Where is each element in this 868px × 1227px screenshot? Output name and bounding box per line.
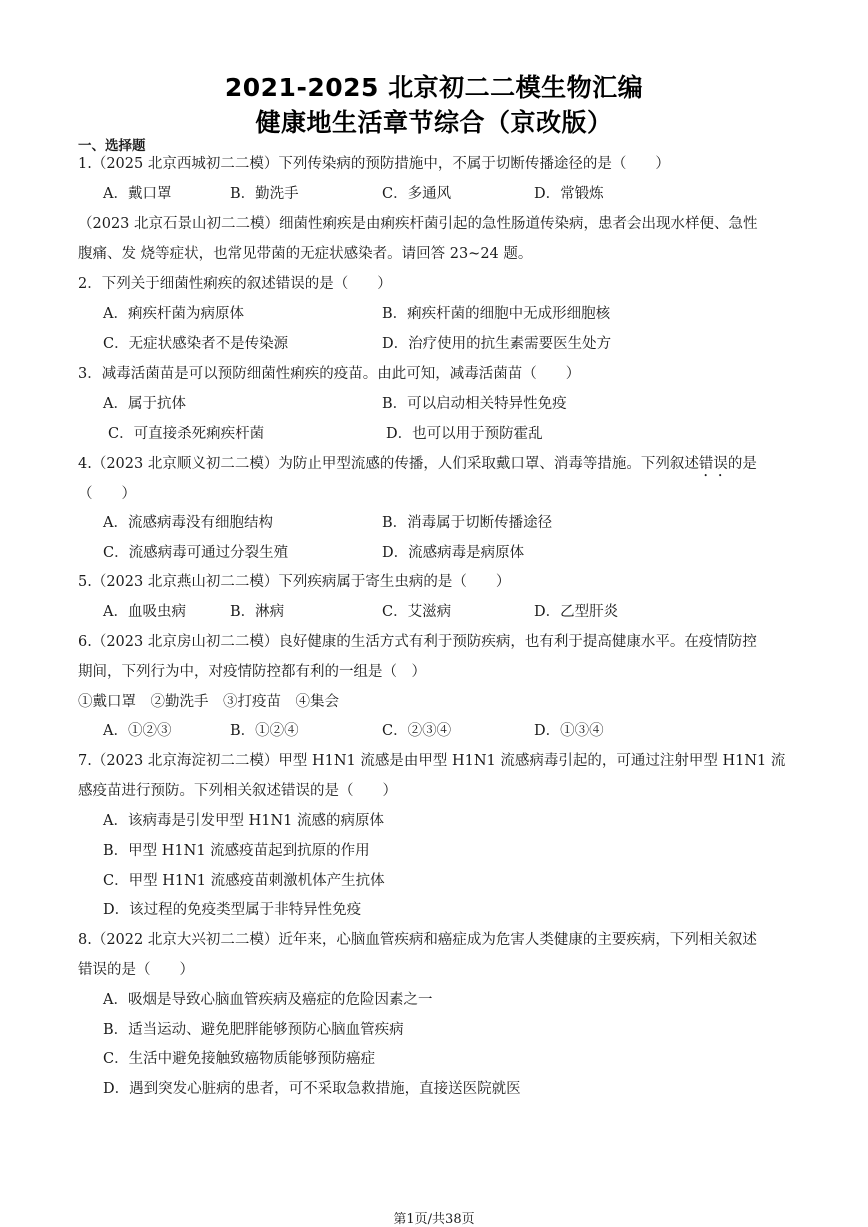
q3-option-d: D．也可以用于预防霍乱 (386, 426, 543, 442)
q6-stem-line2: 期间，下列行为中，对疫情防控都有利的一组是（ ） (78, 664, 426, 680)
q8-option-c: C．生活中避免接触致癌物质能够预防癌症 (103, 1051, 376, 1067)
q2-option-c: C．无症状感染者不是传染源 (103, 336, 289, 352)
q8-option-a: A．吸烟是导致心脑血管疾病及癌症的危险因素之一 (103, 992, 433, 1008)
q2-option-b: B．痢疾杆菌的细胞中无成形细胞核 (382, 306, 611, 322)
q4-stem-emphasis: 错误 (698, 456, 728, 472)
q8-option-d: D．遇到突发心脏病的患者，可不采取急救措施，直接送医院就医 (103, 1081, 521, 1097)
q4-stem-part-b: 的是 (727, 456, 757, 472)
q5-option-c: C．艾滋病 (382, 604, 452, 620)
q3-stem: 3．减毒活菌苗是可以预防细菌性痢疾的疫苗。由此可知，减毒活菌苗（ ） (78, 366, 581, 382)
q5-option-b: B．淋病 (230, 604, 285, 620)
q1-stem: 1.（2025 北京西城初二二模）下列传染病的预防措施中，不属于切断传播途径的是（ ） (78, 156, 670, 172)
passage-line2: 腹痛、发 烧等症状，也常见带菌的无症状感染者。请回答 23~24 题。 (78, 246, 533, 262)
q6-stem-line1: 6.（2023 北京房山初二二模）良好健康的生活方式有利于预防疾病，也有利于提高健康水平。在疫情防控 (78, 634, 757, 650)
q7-stem-line2: 感疫苗进行预防。下列相关叙述错误的是（ ） (78, 783, 397, 799)
q2-option-a: A．痢疾杆菌为病原体 (103, 306, 244, 322)
q4-stem (78, 455, 757, 480)
q5-stem: 5.（2023 北京燕山初二二模）下列疾病属于寄生虫病的是（ ） (78, 574, 511, 590)
q2-stem: 2．下列关于细菌性痢疾的叙述错误的是（ ） (78, 276, 392, 292)
q1-option-d: D．常锻炼 (534, 186, 604, 202)
q7-stem-line1: 7.（2023 北京海淀初二二模）甲型 H1N1 流感是由甲型 H1N1 流感病毒引起的，可通过注射甲型 H1N1 流 (78, 753, 786, 769)
q6-option-d: D．①③④ (534, 723, 604, 739)
q7-option-c: C．甲型 H1N1 流感疫苗刺激机体产生抗体 (103, 873, 385, 889)
q3-option-c: C．可直接杀死痢疾杆菌 (108, 426, 265, 442)
q1-option-a: A．戴口罩 (103, 186, 172, 202)
q6-items: ①戴口罩 ②勤洗手 ③打疫苗 ④集会 (78, 694, 339, 710)
q3-option-b: B．可以启动相关特异性免疫 (382, 396, 567, 412)
q8-stem-line2: 错误的是（ ） (78, 962, 194, 978)
q4-option-c: C．流感病毒可通过分裂生殖 (103, 545, 289, 561)
q4-stem-part-a: 4.（2023 北京顺义初二二模）为防止甲型流感的传播，人们采取戴口罩、消毒等措施。下列叙述 (78, 456, 699, 472)
document-title-line2: 健康地生活章节综合（京改版） (255, 108, 613, 137)
q8-stem-line1: 8.（2022 北京大兴初二二模）近年来，心脑血管疾病和癌症成为危害人类健康的主要疾病，下列相关叙述 (78, 932, 757, 948)
q6-option-b: B．①②④ (230, 723, 299, 739)
document-title-line1: 2021-2025 北京初二二模生物汇编 (224, 73, 644, 102)
q6-option-a: A．①②③ (103, 723, 172, 739)
q4-stem-cont: （ ） (78, 486, 136, 502)
q1-option-b: B．勤洗手 (230, 186, 299, 202)
q3-option-a: A．属于抗体 (103, 396, 186, 412)
q7-option-a: A．该病毒是引发甲型 H1N1 流感的病原体 (103, 813, 384, 829)
q5-option-d: D．乙型肝炎 (534, 604, 619, 620)
q5-option-a: A．血吸虫病 (103, 604, 186, 620)
q4-option-b: B．消毒属于切断传播途径 (382, 515, 553, 531)
page-number-footer: 第1页/共38页 (393, 1212, 475, 1227)
q2-option-d: D．治疗使用的抗生素需要医生处方 (382, 336, 612, 352)
q4-option-d: D．流感病毒是病原体 (382, 545, 525, 561)
passage-line1: （2023 北京石景山初二二模）细菌性痢疾是由痢疾杆菌引起的急性肠道传染病，患者会出现水样便、急性 (78, 216, 758, 232)
q6-option-c: C．②③④ (382, 723, 452, 739)
q1-option-c: C．多通风 (382, 186, 452, 202)
q8-option-b: B．适当运动、避免肥胖能够预防心脑血管疾病 (103, 1022, 404, 1038)
q4-option-a: A．流感病毒没有细胞结构 (103, 515, 273, 531)
section-heading: 一、选择题 (78, 138, 146, 154)
q7-option-d: D．该过程的免疫类型属于非特异性免疫 (103, 902, 362, 918)
q7-option-b: B．甲型 H1N1 流感疫苗起到抗原的作用 (103, 843, 370, 859)
